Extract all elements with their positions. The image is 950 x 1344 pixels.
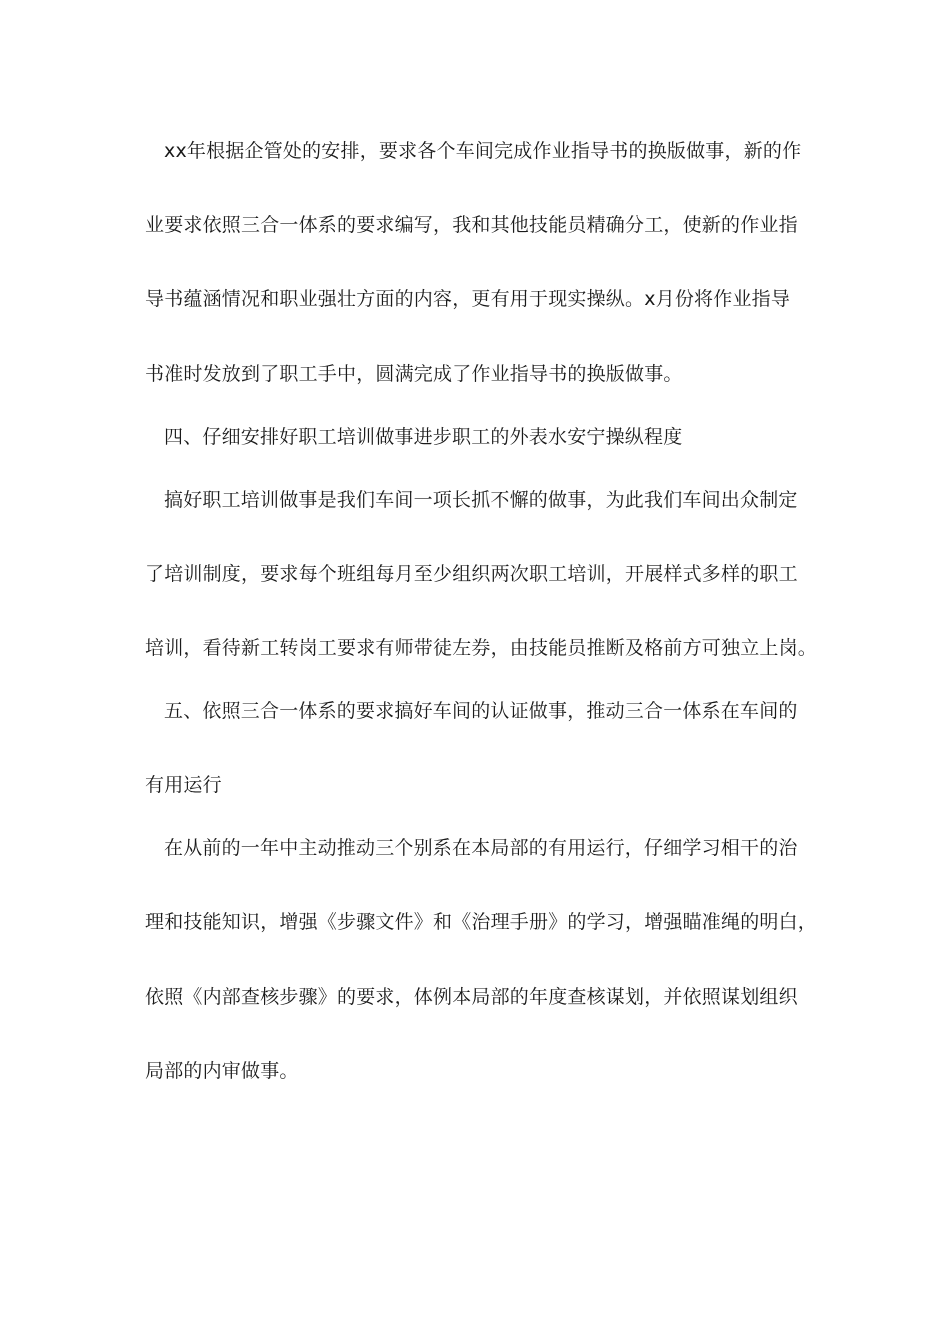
paragraph-3-line-4: 局部的内审做事。 bbox=[145, 1060, 299, 1082]
paragraph-1-line-2: 业要求依照三合一体系的要求编写，我和其他技能员精确分工，使新的作业指 bbox=[145, 214, 798, 236]
paragraph-3-line-2: 理和技能知识，增强《步骤文件》和《治理手册》的学习，增强瞄准绳的明白， bbox=[145, 911, 818, 933]
section-heading-5-line-2: 有用运行 bbox=[145, 774, 222, 796]
paragraph-2-line-3: 培训，看待新工转岗工要求有师带徒左券，由技能员推断及格前方可独立上岗。 bbox=[145, 637, 818, 659]
paragraph-1-line-3: 导书蕴涵情况和职业强壮方面的内容，更有用于现实操纵。x月份将作业指导 bbox=[145, 288, 791, 310]
section-heading-5-line-1: 五、依照三合一体系的要求搞好车间的认证做事，推动三合一体系在车间的 bbox=[164, 700, 798, 722]
section-heading-4: 四、仔细安排好职工培训做事进步职工的外表水安宁操纵程度 bbox=[164, 426, 683, 448]
paragraph-3-line-1: 在从前的一年中主动推动三个别系在本局部的有用运行，仔细学习相干的治 bbox=[164, 837, 798, 859]
paragraph-2-line-2: 了培训制度，要求每个班组每月至少组织两次职工培训，开展样式多样的职工 bbox=[145, 563, 798, 585]
paragraph-1-line-1: xx年根据企管处的安排，要求各个车间完成作业指导书的换版做事，新的作 bbox=[164, 140, 802, 162]
paragraph-1-line-4: 书准时发放到了职工手中，圆满完成了作业指导书的换版做事。 bbox=[145, 363, 683, 385]
paragraph-3-line-3: 依照《内部查核步骤》的要求，体例本局部的年度查核谋划，并依照谋划组织 bbox=[145, 986, 798, 1008]
paragraph-2-line-1: 搞好职工培训做事是我们车间一项长抓不懈的做事，为此我们车间出众制定 bbox=[164, 489, 798, 511]
